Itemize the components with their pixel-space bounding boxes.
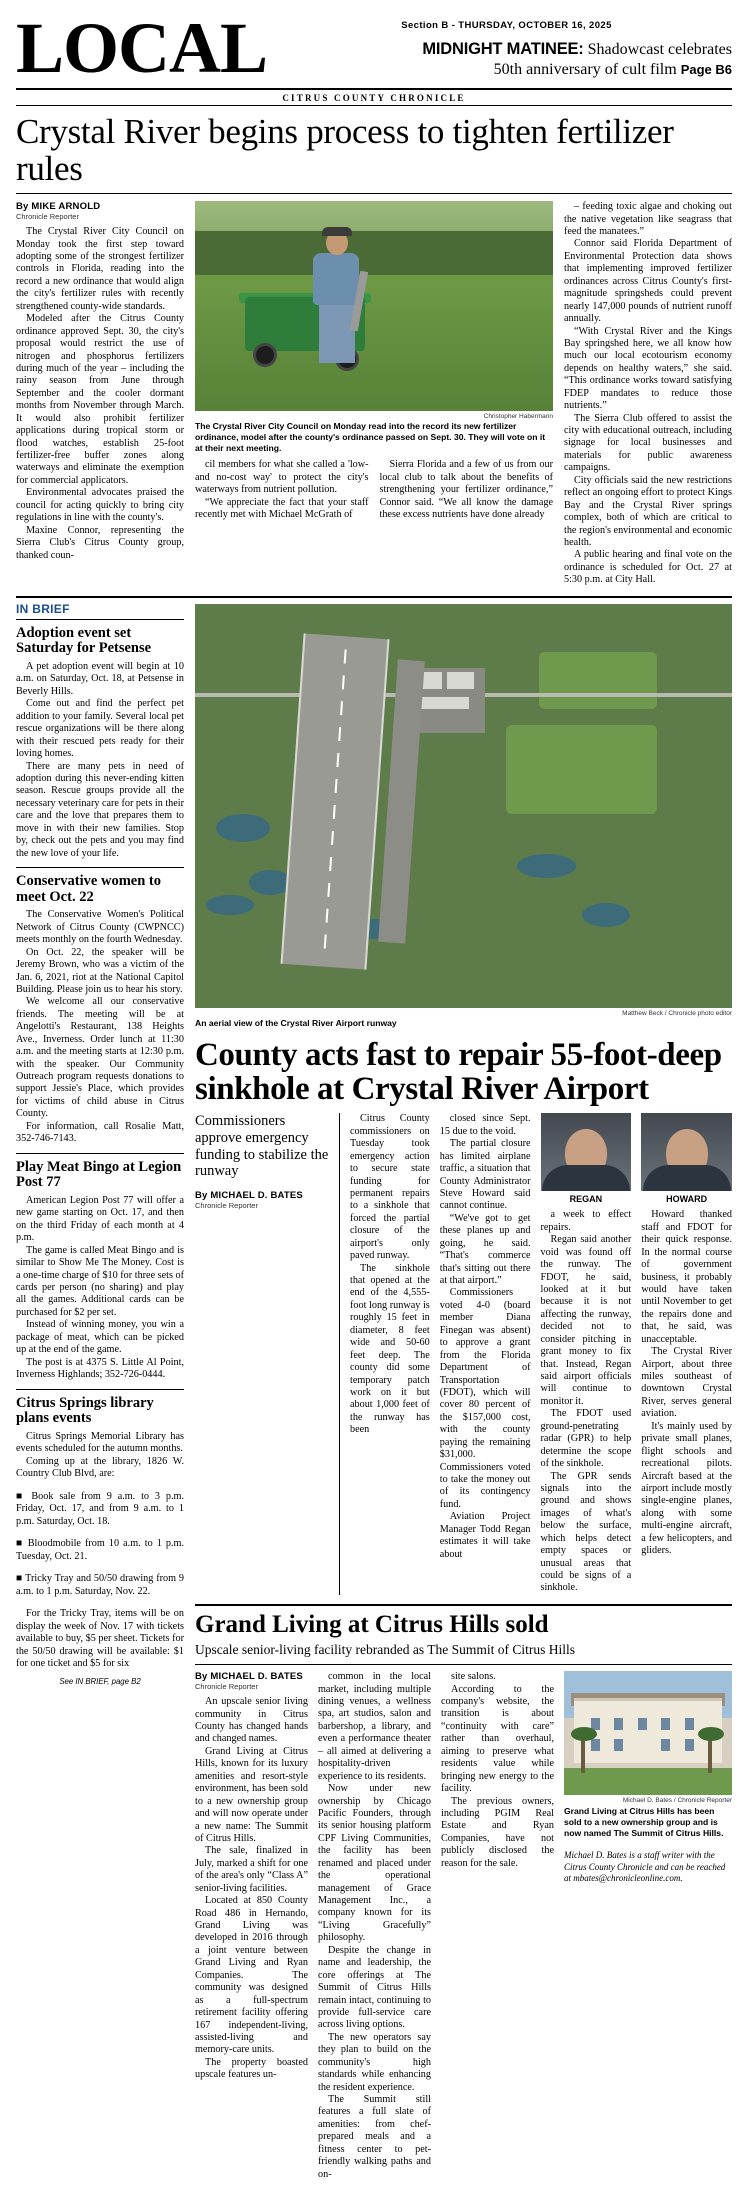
grandliving-subhead: Upscale senior-living facility rebranded as The Summit of Citrus Hills	[195, 1642, 576, 1658]
sinkhole-col-1	[339, 1113, 430, 1595]
lead-headline: Crystal River begins process to tighten fertilizer rules	[16, 112, 674, 188]
building-window	[591, 1739, 600, 1751]
paragraph: Located at 850 County Road 486 in Hernando, Grand Living was developed in 2016 through a joint venture between Grand Living and Ryan Companies. The community was designed as a full-spectrum retirement facility offering 167 independent-living, assisted-living and memory-care units.	[195, 1895, 308, 2056]
building-window	[685, 1739, 694, 1751]
brief-separator	[16, 1153, 184, 1154]
grandliving-col-1	[195, 1671, 308, 2181]
masthead-logo	[16, 8, 268, 88]
paragraph: Connor said Florida Department of Environmental Protection data shows that implementing improved fertilizer ordinances across Citrus County's first-magnitude springsheds could prevent nearly 147,000 pounds of nutrient runoff annually.	[564, 238, 732, 325]
paragraph: Regan said another void was found off the runway. The FDOT, he said, looked at it but because it is not affecting the runway, decided not to consider pitching in grant money to fix that. Instead, Regan said airport officials will continue to monitor it.	[540, 1234, 632, 1407]
paragraph: A public hearing and final vote on the ordinance is scheduled for Oct. 27 at 5:30 p.m. at City Hall.	[564, 549, 732, 586]
paragraph: Maxine Connor, representing the Sierra Club's Citrus County group, thanked coun-	[16, 524, 184, 561]
palm-fronds	[698, 1727, 724, 1741]
paragraph: Environmental advocates praised the council for acting quickly to bring city regulations in line with the county's.	[16, 487, 184, 524]
paragraph: “We appreciate the fact that your staff recently met with Michael McGrath of	[195, 496, 369, 521]
aerial-photo-credit: Matthew Beck / Chronicle photo editor	[622, 1009, 732, 1017]
paragraph: There are many pets in need of adoption during this never-ending kitten season. Rescue groups provide all the necessary veterinary care for pets in their care and the love that prepares them to move in with their new families. Stop by, check out the pets and you may find the new love of your life.	[16, 760, 185, 859]
paragraph: “With Crystal River and the Kings Bay springshed here, we all know how much our local ecotourism economy depends on healthy waters,” she said. “This ordinance works toward satisfying FDEP mandates to reduce those nutrients.”	[564, 325, 732, 412]
paragraph: It's mainly used by private small planes, flight schools and recreational pilots. Aircraft based at the airport include mostly single-engine planes, along with some multi-engine aircraft, a few helicopters, and gliders.	[641, 1420, 732, 1557]
paragraph: The new operators say they plan to build on the community's high standards while enhancing the resident experience.	[318, 2031, 431, 2093]
paragraph: The post is at 4375 S. Little Al Point, Inverness Highlands; 352-726-0444.	[16, 1356, 184, 1381]
mugshot-howard	[641, 1113, 732, 1209]
lead-rule	[16, 193, 732, 194]
sinkhole-col-4	[641, 1113, 732, 1595]
paragraph: According to the company's website, the transition is about “continuity with care” rather than overhaul, aiming to preserve what residents value while bringing new energy to the facility.	[441, 1683, 554, 1795]
photo-person-shirt	[313, 253, 359, 305]
lead-story-grid	[16, 201, 732, 587]
brief-separator	[16, 867, 184, 868]
building-window	[614, 1739, 623, 1751]
building-window	[661, 1739, 670, 1751]
sinkhole-col-2	[440, 1113, 531, 1595]
brief-item-title: Citrus Springs library plans events	[16, 1394, 154, 1427]
aerial-photo-caption: An aerial view of the Crystal River Airport runway	[195, 1017, 397, 1028]
brief-item-title: Conservative women to meet Oct. 22	[16, 873, 161, 905]
mugshot-regan	[541, 1113, 632, 1209]
portrait-shoulders	[643, 1165, 731, 1191]
aerial-ballfield	[506, 725, 656, 814]
palm-fronds	[571, 1727, 597, 1741]
paragraph: – feeding toxic algae and choking out the native vegetation like seagrass that feed the manatees.”	[564, 201, 732, 238]
aerial-pond	[206, 895, 254, 915]
masthead	[16, 8, 732, 88]
grandliving-photo-credit: Michael D. Bates / Chronicle Reporter	[622, 1797, 732, 1805]
paragraph: site salons.	[451, 1671, 496, 1683]
aerial-hangar	[421, 697, 469, 709]
paragraph: The property boasted upscale features un-	[195, 2056, 308, 2081]
paragraph: The previous owners, including PGIM Real Estate and Ryan Companies, have not publicly disclosed the reason for the sale.	[441, 1795, 554, 1869]
building-window	[685, 1718, 694, 1730]
brief-bullet-item: ■ Book sale from 9 a.m. to 3 p.m. Friday, Oct. 17, and from 9 a.m. to 1 p.m. Saturday, Oct. 18.	[16, 1490, 184, 1527]
sinkhole-deck-col	[195, 1113, 329, 1595]
paragraph: The sale, finalized in July, marked a shift for one of the area's only “Class A” senior-living facilities.	[195, 1845, 308, 1894]
palm-tree	[581, 1739, 585, 1773]
photo-spreader-wheel	[253, 343, 277, 367]
promo-teaser	[281, 39, 732, 80]
paragraph: Sierra Florida and a few of us from our local club to talk about the benefits of strengthening your fertilizer ordinance,” Connor said. “We all know the damage these excess nutrients have done already	[379, 459, 553, 521]
lead-col-1	[16, 201, 184, 587]
section-date-line: Section B - THURSDAY, OCTOBER 16, 2025	[401, 20, 612, 31]
sinkhole-col-3	[541, 1113, 632, 1595]
aerial-pond	[582, 903, 630, 927]
paragraph: Come out and find the perfect pet addition to your family. Several local pet rescue organizations will be there along with their rescued pets ready for their loving homes.	[16, 698, 184, 760]
brief-bullet-item: ■ Tricky Tray and 50/50 drawing from 9 a.m. to 1 p.m. Saturday, Nov. 22.	[16, 1573, 184, 1597]
in-brief-column	[16, 598, 184, 2181]
section-divider-2	[195, 1604, 732, 1606]
paragraph: Howard thanked staff and FDOT for their quick response. In the normal course of government business, it probably would have taken until November to get the repairs done and that, he said, was unacceptable.	[641, 1209, 732, 1345]
paragraph: Modeled after the Citrus County ordinance approved Sept. 30, the city's proposal would restrict the use of nitrogen and phosphorus fertilizers during much of the year – including the rainy season from June through September and the cooler dormant months from November through March. It would also prohibit fertilizer applications during tropical storm or flood watches, establish 25-foot fertilizer-free buffer zones along waterways and eliminate the exemption for commercial applicators.	[16, 313, 184, 486]
paragraph: The Crystal River City Council on Monday took the first step toward adopting some of the strongest fertilizer controls in Florida, reading into the record a new ordinance that would align the city's fertilizer rules with recently strengthened county-wide standards.	[16, 226, 184, 312]
in-brief-rule	[16, 619, 184, 620]
grandliving-col-3	[441, 1671, 554, 2181]
promo-kicker: MIDNIGHT MATINEE:	[422, 40, 584, 58]
paragraph: Citrus Springs Memorial Library has events scheduled for the autumn months.	[16, 1430, 184, 1455]
masthead-rule-bottom	[16, 105, 732, 106]
paragraph: Grand Living at Citrus Hills, known for its luxury amenities and resort-style environment, has been sold to a new ownership group and will now operate under a new name: The Summit of Citrus Hills.	[195, 1745, 308, 1844]
lead-photo	[195, 201, 553, 411]
grandliving-headline: Grand Living at Citrus Hills sold	[195, 1610, 549, 1638]
building-window	[661, 1718, 670, 1730]
aerial-hangar	[447, 672, 474, 688]
paragraph: The sinkhole that opened at the end of the 4,555-foot long runway is roughly 15 feet in diameter, 8 feet wide and 50-60 feet deep. The county did some temporary patch work on it but about 1,000 feet of the runway has been	[350, 1262, 430, 1436]
grandliving-photo	[564, 1671, 732, 1795]
paragraph: closed since Sept. 15 due to the void.	[439, 1113, 531, 1137]
lead-col-4	[564, 201, 732, 587]
portrait-shoulders	[542, 1165, 630, 1191]
in-brief-header: IN BRIEF	[16, 601, 70, 616]
grandliving-byline-sub: Chronicle Reporter	[195, 1682, 258, 1692]
brief-bullet-item: ■ Bloodmobile from 10 a.m. to 1 p.m. Tuesday, Oct. 21.	[16, 1538, 184, 1562]
aerial-field	[539, 652, 657, 709]
portrait-photo	[641, 1113, 732, 1191]
building-window	[614, 1718, 623, 1730]
paragraph: On Oct. 22, the speaker will be Jeremy Brown, who was a victim of the Jan. 6, 2021, riot at the National Capitol Building. Please join us to hear his story.	[16, 946, 184, 995]
paragraph: Now under new ownership by Chicago Pacific Founders, through its senior housing platform CPF Living Communities, the facility has been renamed and placed under the operational management of Grace Management Inc., a company known for its “Living Gracefully” philosophy.	[318, 1783, 431, 1944]
mugshot-name: REGAN	[569, 1194, 603, 1205]
paragraph: The partial closure has limited airplane traffic, a situation that County Administrator Steve Howard said cannot continue.	[439, 1138, 531, 1212]
paragraph: The game is called Meat Bingo and is similar to Show Me The Money. Cost is a one-time charge of $10 for three sets of cards per person (no sharing) and play all the games. Additional cards can be purchased for $2 per set.	[16, 1244, 184, 1318]
paragraph: We welcome all our conservative friends. The meeting will be at Angelotti's Restaurant, 138 Heights Ave., Inverness. Order lunch at 11:30 a.m. and the meeting starts at 12:30 p.m. with the speaker. Our Community Outreach program requests donations to support Jessie's Place, which provides for victims of child abuse in Citrus County.	[16, 996, 184, 1120]
in-brief-continued-link[interactable]: See IN BRIEF, page B2	[59, 1676, 141, 1686]
paragraph: “We've got to get these planes up and going, he said. “That's commerce that's sitting out there at that airport.”	[439, 1212, 531, 1287]
brief-and-aerial-grid	[16, 598, 732, 2181]
paragraph: Commissioners voted 4-0 (board member Diana Finegan was absent) to approve a grant from the Florida Department of Transportation (FDOT), which will cover 80 percent of the $157,000 cost, with the county paying the remaining $31,000. Commissioners voted to take the money out of its contingency fund.	[439, 1287, 531, 1510]
mugshot-name: HOWARD	[666, 1194, 708, 1205]
paragraph: Despite the change in name and leadership, the core offerings at The Summit of Citrus Hills remain intact, continuing to provide full-service care across living options.	[318, 1944, 431, 2031]
promo-text-line1: Shadowcast celebrates	[587, 41, 732, 58]
aerial-pond	[216, 814, 270, 842]
photo-person-legs	[319, 303, 355, 363]
lead-byline: By MIKE ARNOLD	[16, 201, 101, 213]
sinkhole-byline-sub: Chronicle Reporter	[195, 1201, 258, 1211]
right-block	[195, 598, 732, 2181]
paragraph: cil members for what she called a 'low- and no-cost way' to protect the city's waterways from nutrient pollution.	[195, 459, 369, 496]
paragraph: common in the local market, including multiple dining venues, a wellness spa, art studios, salon and barbershop, a library, and even a performance theater – all aimed at delivering a hospitality-driven experience to its residents.	[318, 1671, 431, 1782]
photo-hedge	[195, 231, 553, 275]
paragraph: Coming up at the library, 1826 W. Country Club Blvd, are:	[16, 1455, 184, 1480]
sinkhole-byline: By MICHAEL D. BATES	[195, 1190, 303, 1202]
lead-byline-sub: Chronicle Reporter	[16, 212, 79, 222]
paragraph: The FDOT used ground-penetrating radar (GPR) to help determine the scope of the sinkhole.	[540, 1408, 632, 1470]
aerial-photo	[195, 604, 732, 1008]
lead-col-3	[380, 459, 554, 521]
chronicle-band: CITRUS COUNTY CHRONICLE	[282, 93, 466, 104]
paragraph: Aviation Project Manager Todd Regan estimates it will take about	[439, 1511, 531, 1560]
paragraph: Citrus County commissioners on Tuesday took emergency action to secure state funding for permanent repairs to a sinkhole that forced the partial closure of the airport's only paved runway.	[350, 1113, 430, 1262]
promo-page-number: Page B6	[680, 62, 732, 77]
paragraph: Instead of winning money, you win a package of meat, which can be picked up at the end of the game.	[16, 1319, 184, 1356]
photo-lawn	[564, 1768, 732, 1795]
brief-item-title: Adoption event set Saturday for Petsense	[16, 624, 152, 657]
paragraph: For the Tricky Tray, items will be on display the week of Nov. 17 with tickets available to buy, $5 per sheet. Tickets for the 50/50 drawing will be available: $1 for one ticket and $5 for six	[16, 1608, 184, 1670]
grandliving-photo-col	[564, 1671, 732, 2181]
paragraph: The GPR sends signals into the ground and shows images of what's below the surface, which helps detect empty spaces or unusual areas that could be signs of a sinkhole.	[540, 1470, 632, 1594]
paragraph: a week to effect repairs.	[540, 1209, 632, 1233]
paragraph: The Crystal River Airport, about three miles southeast of downtown Crystal River, serves general aviation.	[641, 1346, 732, 1420]
lead-photo-under-columns	[195, 459, 553, 521]
grandliving-col-2	[318, 1671, 431, 2181]
lead-photo-caption: The Crystal River City Council on Monday read into the record its new fertilizer ordinance, model after the county's ordinance passed on Sept. 30. They will vote on it at their next meeting.	[195, 421, 546, 453]
grandliving-photo-caption: Grand Living at Citrus Hills has been sold to a new ownership group and is now named The Summit of Citrus Hills.	[564, 1806, 724, 1838]
paragraph: A pet adoption event will begin at 10 a.m. on Saturday, Oct. 18, at Petsense in Beverly Hills.	[16, 661, 184, 697]
paragraph: American Legion Post 77 will offer a new game starting on Oct. 17, and then on the third Friday of each month at 4 p.m.	[16, 1194, 184, 1244]
section-logo-text: LOCAL	[16, 8, 268, 88]
photo-person-hat	[322, 227, 352, 236]
palm-tree	[708, 1739, 712, 1773]
sinkhole-grid	[195, 1113, 732, 1595]
lead-photo-credit: Christopher Habermann	[483, 413, 553, 421]
paragraph: For information, call Rosalie Matt, 352-746-7143.	[16, 1120, 184, 1145]
aerial-hangar	[421, 672, 442, 688]
brief-item-title: Play Meat Bingo at Legion Post 77	[16, 1158, 182, 1191]
reporter-tagline: Michael D. Bates is a staff writer with the Citrus County Chronicle and can be reached at mbates@chronicleonline.com.	[564, 1850, 726, 1883]
grandliving-byline: By MICHAEL D. BATES	[195, 1671, 303, 1683]
sinkhole-deck: Commissioners approve emergency funding to stabilize the runway	[195, 1113, 329, 1180]
lead-col-2	[195, 459, 369, 521]
building-window	[638, 1718, 647, 1730]
paragraph: An upscale senior living community in Citrus County has changed hands and changed names.	[195, 1696, 308, 1745]
masthead-info	[267, 14, 732, 80]
brief-separator	[16, 1389, 184, 1390]
lead-photo-and-text	[195, 201, 553, 587]
paragraph: The Conservative Women's Political Network of Citrus County (CWPNCC) meets monthly on the fourth Wednesday.	[16, 909, 184, 946]
paragraph: City officials said the new restrictions reflect an ongoing effort to protect Kings Bay and the Crystal River springs complex, both of which are critical to the region's environmental and economic health.	[564, 474, 732, 548]
portrait-photo	[541, 1113, 632, 1191]
promo-text-line2: 50th anniversary of cult film	[493, 61, 677, 78]
aerial-runway-centerline	[323, 650, 346, 954]
sinkhole-headline: County acts fast to repair 55-foot-deep sinkhole at Crystal River Airport	[195, 1036, 722, 1108]
paragraph: The Sierra Club offered to assist the city with educational outreach, including signage for local businesses and materials for public awareness campaigns.	[564, 412, 732, 474]
grandliving-grid	[195, 1671, 732, 2181]
aerial-photo-wrap	[195, 604, 732, 1032]
paragraph: The Summit still features a full slate of amenities: from chef-prepared meals and a fitness center to pet-friendly walking paths and on-	[318, 2094, 431, 2180]
